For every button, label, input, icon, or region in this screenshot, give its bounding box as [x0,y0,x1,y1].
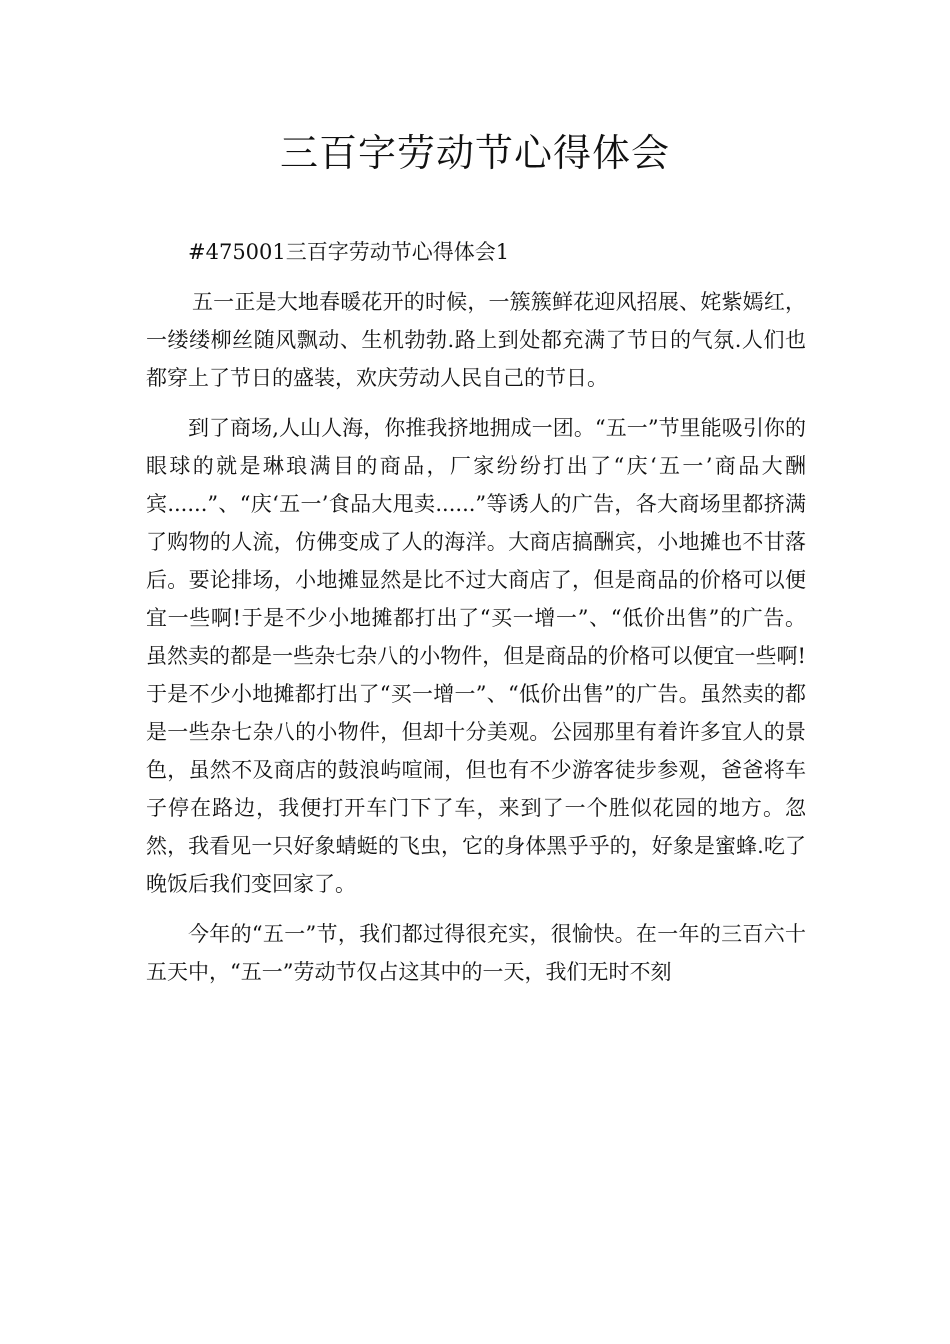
paragraph-heading: #475001三百字劳动节心得体会1 [188,240,510,264]
document-title: 三百字劳动节心得体会 [279,131,670,175]
paragraph-3: 今年的“五一”节，我们都过得很充实，很愉快。在一年的三百六十五天中，“五一”劳动节仅占这其中的一天，我们无时不刻 [146,922,806,984]
document-body [146,233,806,1003]
paragraph-2: 到了商场,人山人海，你推我挤地拥成一团。“五一”节里能吸引你的眼球的就是琳琅满目的商品，厂家纷纷打出了“庆‘五一’商品大酬宾......”、“庆‘五一’食品大甩卖......”等诱人的广告，各大商场里都挤满了购物的人流，仿佛变成了人的海洋。大商店搞酬宾，小地摊也不甘落后。要论排场，小地摊显然是比不过大商店了，但是商品的价格可以便宜一些啊!于是不少小地摊都打出了“买一增一”、“低价出售”的广告。虽然卖的都是一些杂七杂八的小物件，但是商品的价格可以便宜一些啊!于是不少小地摊都打出了“买一增一”、“低价出售”的广告。虽然卖的都是一些杂七杂八的小物件，但却十分美观。公园那里有着许多宜人的景色，虽然不及商店的鼓浪屿喧闹，但也有不少游客徒步参观，爸爸将车子停在路边，我便打开车门下了车，来到了一个胜似花园的地方。忽然，我看见一只好象蜻蜓的飞虫，它的身体黑乎乎的，好象是蜜蜂.吃了晚饭后我们变回家了。 [146,416,806,896]
paragraph-1: 五一正是大地春暖花开的时候，一簇簇鲜花迎风招展、姹紫嫣红，一缕缕柳丝随风飘动、生机勃勃.路上到处都充满了节日的气氛.人们也都穿上了节日的盛装，欢庆劳动人民自己的节日。 [146,290,806,390]
